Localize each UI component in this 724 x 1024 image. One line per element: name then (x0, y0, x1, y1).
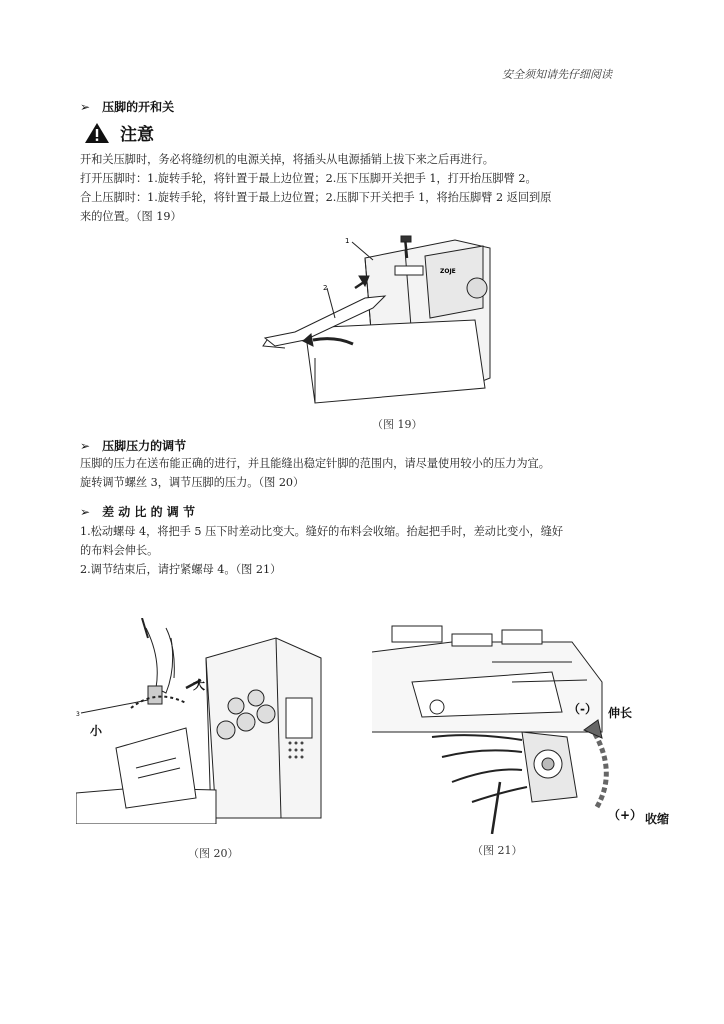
figure-19-illustration (255, 228, 495, 408)
section1-body (80, 150, 650, 226)
section3-body (80, 522, 650, 579)
figure-21-caption: （图 21） (472, 844, 523, 857)
section2-body (80, 454, 650, 492)
figure-21-illustration (372, 622, 610, 834)
label-small: 小 (90, 724, 103, 738)
section-title-differential (80, 503, 195, 520)
callout-1: 1 (345, 237, 350, 245)
label-plus: （+） (608, 808, 643, 822)
arrow-bullet-icon: ➢ (80, 438, 91, 453)
body-line: 旋转调节螺丝 3，调节压脚的压力。（图 20） (80, 476, 305, 489)
warning-triangle-icon (84, 122, 110, 144)
caution-heading (84, 120, 154, 145)
section-title-text: 压脚压力的调节 (102, 439, 187, 453)
label-stretch: 伸长 (608, 706, 633, 720)
body-line: 2.调节结束后，请拧紧螺母 4。（图 21） (80, 563, 282, 576)
body-line: 的布料会伸长。 (80, 544, 159, 557)
caution-label: 注意 (120, 125, 154, 145)
callout-2: 2 (323, 284, 328, 292)
body-line: 合上压脚时：1.旋转手轮，将针置于最上边位置；2.压脚下开关把手 1，将抬压脚臂 2 返回到原 (80, 191, 552, 204)
section-title-text: 差 动 比 的 调 节 (102, 505, 195, 519)
body-line: 打开压脚时：1.旋转手轮，将针置于最上边位置；2.压下压脚开关把手 1，打开抬压脚臂 2。 (80, 172, 537, 185)
label-shrink: 收缩 (645, 812, 670, 826)
callout-3: 3 (76, 711, 80, 718)
section-title-text: 压脚的开和关 (102, 100, 175, 114)
label-big: 大 (193, 678, 206, 692)
arrow-bullet-icon: ➢ (80, 504, 91, 519)
arrow-bullet-icon: ➢ (80, 99, 91, 114)
figure-20-illustration (76, 618, 330, 824)
body-line: 来的位置。（图 19） (80, 210, 182, 223)
figure-20-caption: （图 20） (188, 847, 239, 860)
body-line: 压脚的压力在送布能正确的进行，并且能缝出稳定针脚的范围内，请尽量使用较小的压力为宜。 (80, 457, 550, 470)
section-title-presser-open-close (80, 98, 174, 115)
section-title-presser-pressure (80, 437, 186, 454)
figure-19-caption: （图 19） (372, 418, 423, 431)
page-header: 安全须知请先仔细阅读 (502, 68, 612, 81)
body-line: 1.松动螺母 4，将把手 5 压下时差动比变大。缝好的布料会收缩。抬起把手时，差动比变小，缝好 (80, 525, 564, 538)
body-line: 开和关压脚时，务必将缝纫机的电源关掉，将插头从电源插销上拔下来之后再进行。 (80, 153, 494, 166)
brand-logo-text: ZOJE (440, 268, 456, 275)
label-minus: （-） (568, 702, 597, 716)
